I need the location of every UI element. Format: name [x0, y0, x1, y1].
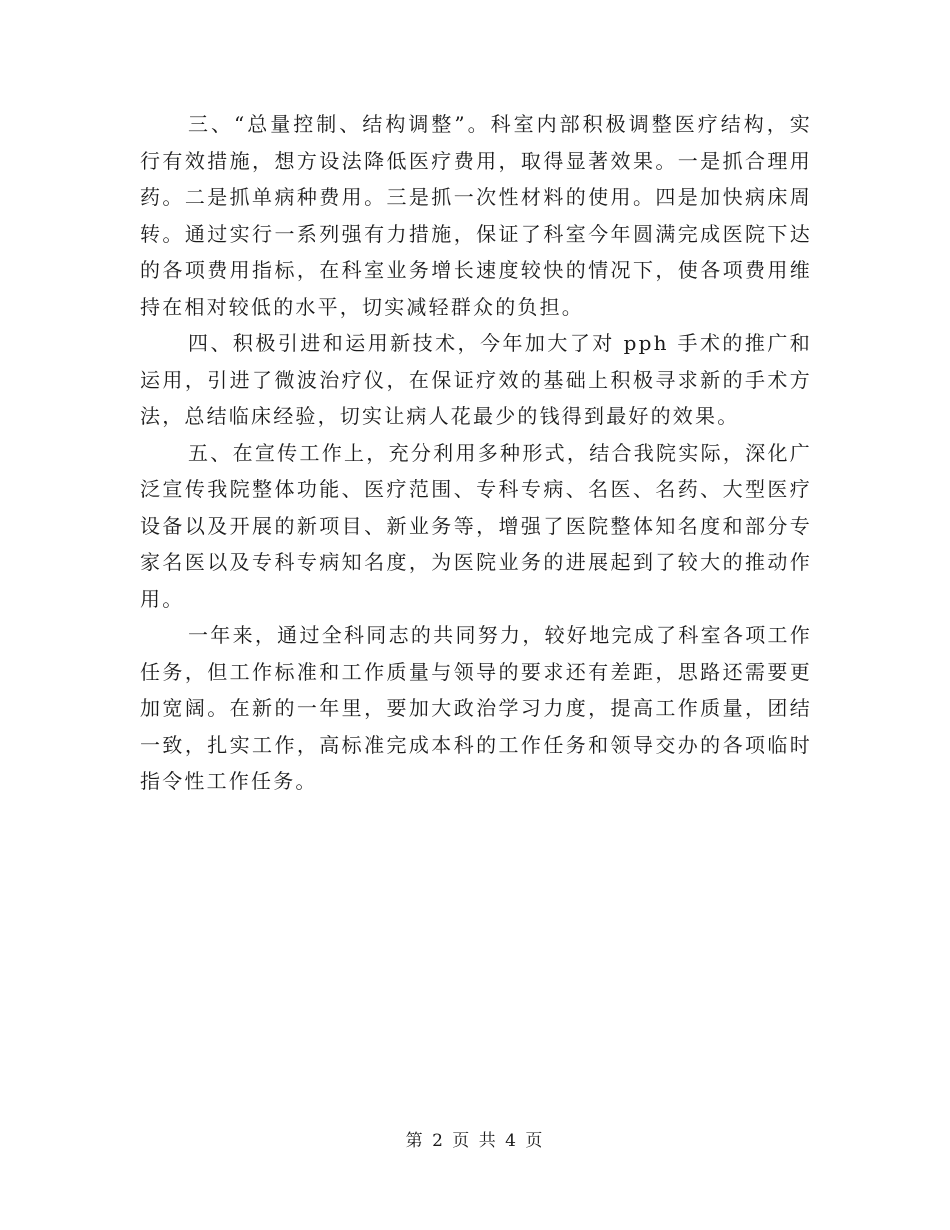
- document-body: [140, 106, 812, 800]
- paragraph-summary: 一年来，通过全科同志的共同努力，较好地完成了科室各项工作任务，但工作标准和工作质量与领导的要求还有差距，思路还需要更加宽阔。在新的一年里，要加大政治学习力度，提高工作质量，团结一致，扎实工作，高标准完成本科的工作任务和领导交办的各项临时指令性工作任务。: [140, 623, 812, 793]
- paragraph-new-technology: 四、积极引进和运用新技术，今年加大了对 pph 手术的推广和运用，引进了微波治疗仪，在保证疗效的基础上积极寻求新的手术方法，总结临床经验，切实让病人花最少的钱得到最好的效果。: [140, 331, 812, 428]
- paragraph-publicity: 五、在宣传工作上，充分利用多种形式，结合我院实际，深化广泛宣传我院整体功能、医疗范围、专科专病、名医、名药、大型医疗设备以及开展的新项目、新业务等，增强了医院整体知名度和部分专家名医以及专科专病知名度，为医院业务的进展起到了较大的推动作用。: [140, 440, 812, 611]
- page-number-footer: 第 2 页 共 4 页: [405, 1131, 545, 1151]
- paragraph-cost-control: 三、“总量控制、结构调整”。科室内部积极调整医疗结构，实行有效措施，想方设法降低医疗费用，取得显著效果。一是抓合理用药。二是抓单病种费用。三是抓一次性材料的使用。四是加快病床周转。通过实行一系列强有力措施，保证了科室今年圆满完成医院下达的各项费用指标，在科室业务增长速度较快的情况下，使各项费用维持在相对较低的水平，切实减轻群众的负担。: [140, 112, 812, 319]
